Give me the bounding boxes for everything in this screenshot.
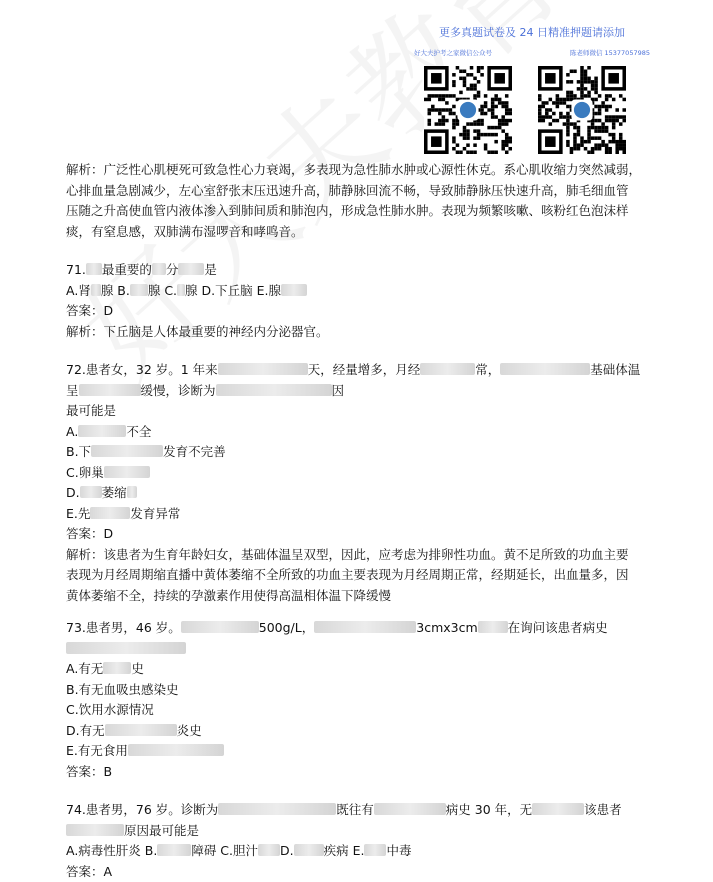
q74-stem-line2: 原因最可能是 [66,821,666,842]
q74-stem-line1: 74.患者男，76 岁。诊断为 既往有 病史 30 年，无 该患者 [66,800,666,821]
document-body [66,160,666,882]
q73-answer: 答案：B [66,762,666,783]
q73-stem-line2 [66,639,666,660]
q72-option-b: B.下 发育不完善 [66,442,666,463]
promo-title: 更多真题试卷及 24 日精准押题请添加 [412,24,652,40]
q72-option-e: E.先 发育异常 [66,504,666,525]
q71-answer: 答案：D [66,301,666,322]
analysis-line: 心排血量急剧减少，左心室舒张末压迅速升高，肺静脉回流不畅，导致肺静脉压快速升高，肺毛细血管 [66,181,666,202]
q71-stem: 71. 最重要的 分 是 [66,260,666,281]
q72-stem-line2: 呈 缓慢，诊断为 因 [66,381,666,402]
q74-options: A.病毒性肝炎 B. 障碍 C.胆汁 D. 疾病 E. 中毒 [66,841,666,862]
q71-analysis: 解析：下丘脑是人体最重要的神经内分泌器官。 [66,322,666,343]
analysis-line: 表现为月经周期缩直播中黄体萎缩不全所致的功血主要表现为月经周期正常，经期延长，出血量多，因 [66,565,666,586]
analysis-line: 压随之升高使血管内液体渗入到肺间质和肺泡内，形成急性肺水肿。表现为频繁咳嗽、咳粉红色泡沫样 [66,201,666,222]
q73-option-d: D.有无 炎史 [66,721,666,742]
q73-option-b: B.有无血吸虫感染史 [66,680,666,701]
promo-labels [412,48,652,57]
analysis-line: 黄体萎缩不全，持续的孕激素作用使得高温相体温下降缓慢 [66,586,666,607]
q72-option-c: C.卵巢 [66,463,666,484]
qr-code-right [538,66,626,154]
promo-header [412,18,652,158]
qr-code-icon [538,66,626,154]
q73-option-a: A.有无 史 [66,659,666,680]
q72-answer: 答案：D [66,524,666,545]
q73-option-c: C.饮用水源情况 [66,700,666,721]
q73-option-e: E.有无食用 [66,741,666,762]
promo-left-label: 好大夫护考之家微信公众号 [414,48,492,57]
q73-stem-line1: 73.患者男，46 岁。 500g/L， 3cmx3cm 在询问该患者病史 [66,618,666,639]
q74-answer: 答案：A [66,862,666,882]
qr-code-left [424,66,512,154]
q72-option-a: A. 不全 [66,422,666,443]
analysis-line: 痰，有窒息感，双肺满布湿啰音和哮鸣音。 [66,222,666,243]
q71-options: A.肾 腺 B. 腺 C. 腺 D.下丘脑 E.腺 [66,281,666,302]
analysis-line: 解析：该患者为生育年龄妇女，基础体温呈双型，因此，应考虑为排卵性功血。黄不足所致的功血主要 [66,545,666,566]
q72-stem-line3: 最可能是 [66,401,666,422]
qr-code-icon [424,66,512,154]
q72-option-d: D. 萎缩 [66,483,666,504]
promo-right-label: 陈老师微信 15377057985 [570,48,650,57]
analysis-line: 解析：广泛性心肌梗死可致急性心力衰竭，多表现为急性肺水肿或心源性休克。系心肌收缩力突然减弱， [66,160,666,181]
q72-stem-line1: 72.患者女，32 岁。1 年来 天，经量增多，月经 常， 基础体温 [66,360,666,381]
